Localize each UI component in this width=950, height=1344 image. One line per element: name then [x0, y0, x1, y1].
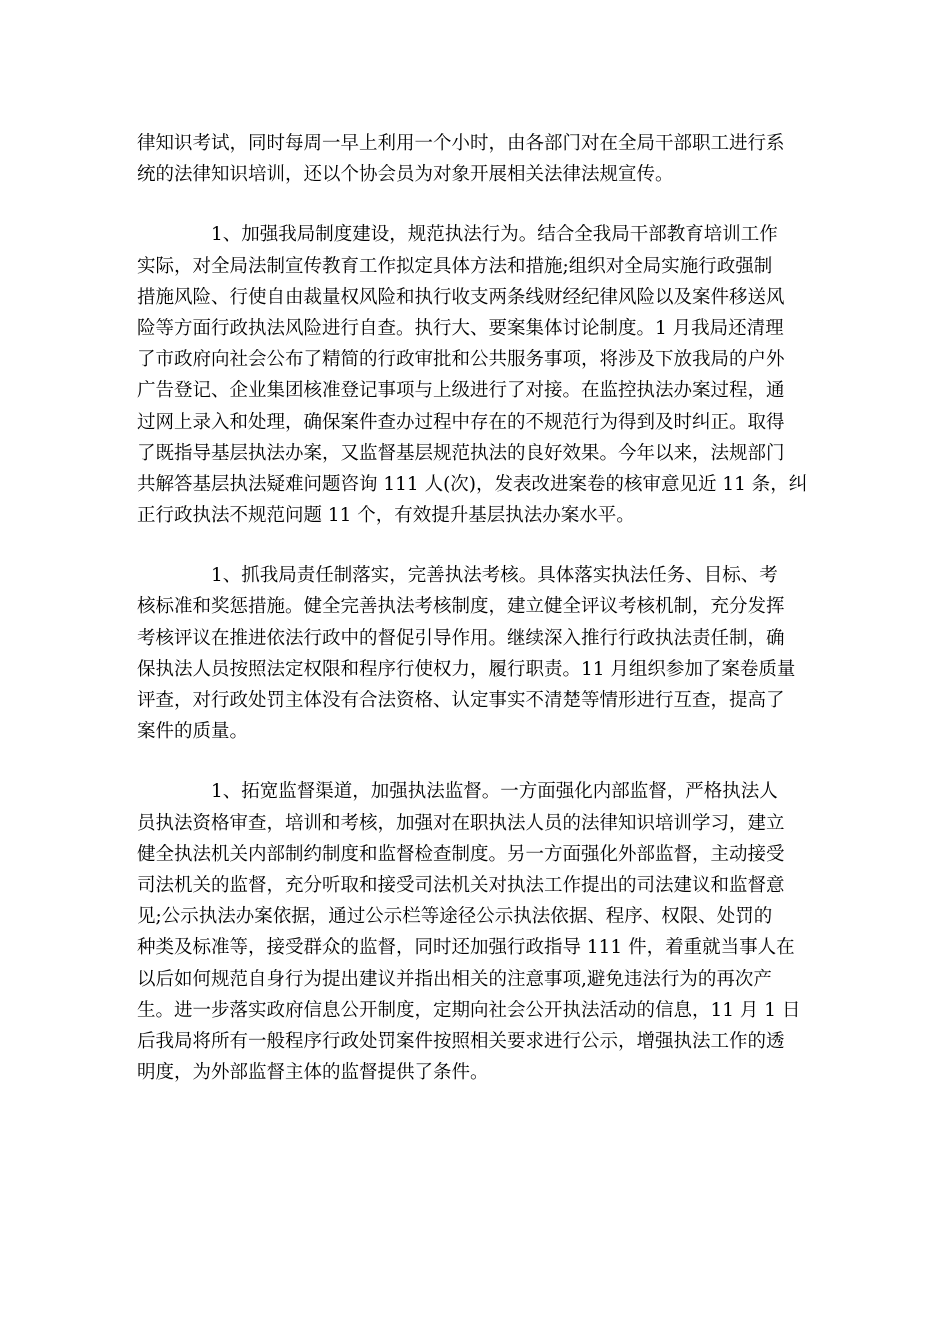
text-line: 措施风险、行使自由裁量权风险和执行收支两条线财经纪律风险以及案件移送风	[137, 286, 785, 308]
paragraph-spacer	[137, 531, 815, 560]
paragraph-4	[137, 776, 815, 1088]
text-line: 险等方面行政执法风险进行自查。执行大、要案集体讨论制度。1 月我局还清理	[137, 317, 784, 339]
text-line: 见;公示执法办案依据，通过公示栏等途径公示执法依据、程序、权限、处罚的	[137, 906, 773, 928]
text-line: 核标准和奖惩措施。健全完善执法考核制度，建立健全评议考核机制，充分发挥	[137, 596, 785, 618]
paragraph-3	[137, 560, 815, 747]
paragraph-2	[137, 219, 815, 531]
text-line: 案件的质量。	[137, 721, 249, 743]
text-line: 了市政府向社会公布了精简的行政审批和公共服务事项，将涉及下放我局的户外	[137, 349, 785, 371]
text-line: 以后如何规范自身行为提出建议并指出相关的注意事项,避免违法行为的再次产	[137, 968, 772, 990]
text-line: 1、加强我局制度建设，规范执法行为。结合全我局干部教育培训工作	[211, 224, 778, 246]
text-line: 广告登记、企业集团核准登记事项与上级进行了对接。在监控执法办案过程，通	[137, 380, 785, 402]
text-line: 保执法人员按照法定权限和程序行使权力，履行职责。11 月组织参加了案卷质量	[137, 658, 796, 680]
text-line: 后我局将所有一般程序行政处罚案件按照相关要求进行公示，增强执法工作的透	[137, 1030, 785, 1052]
text-line: 实际，对全局法制宣传教育工作拟定具体方法和措施;组织对全局实施行政强制	[137, 255, 773, 277]
text-line: 种类及标准等，接受群众的监督，同时还加强行政指导 111 件，着重就当事人在	[137, 937, 795, 959]
text-line: 司法机关的监督，充分听取和接受司法机关对执法工作提出的司法建议和监督意	[137, 874, 785, 896]
text-line: 评查，对行政处罚主体没有合法资格、认定事实不清楚等情形进行互查，提高了	[137, 690, 785, 711]
text-line: 过网上录入和处理，确保案件查办过程中存在的不规范行为得到及时纠正。取得	[137, 411, 785, 433]
text-line: 正行政执法不规范问题 11 个，有效提升基层执法办案水平。	[137, 505, 635, 527]
text-line: 了既指导基层执法办案，又监督基层规范执法的良好效果。今年以来，法规部门	[137, 442, 785, 464]
document-body	[137, 128, 815, 1088]
text-line: 律知识考试，同时每周一早上利用一个小时，由各部门对在全局干部职工进行系	[137, 133, 785, 154]
paragraph-1	[137, 128, 815, 190]
text-line: 统的法律知识培训，还以个协会员为对象开展相关法律法规宣传。	[137, 164, 674, 186]
text-line: 1、拓宽监督渠道，加强执法监督。一方面强化内部监督，严格执法人	[211, 781, 778, 803]
text-line: 健全执法机关内部制约制度和监督检查制度。另一方面强化外部监督，主动接受	[137, 843, 785, 865]
text-line: 考核评议在推进依法行政中的督促引导作用。继续深入推行行政执法责任制，确	[137, 627, 785, 649]
text-line: 生。进一步落实政府信息公开制度，定期向社会公开执法活动的信息，11 月 1 日	[137, 999, 801, 1021]
text-line: 1、抓我局责任制落实，完善执法考核。具体落实执法任务、目标、考	[211, 565, 778, 587]
text-line: 共解答基层执法疑难问题咨询 111 人(次)，发表改进案卷的核审意见近 11 条，纠	[137, 473, 808, 495]
text-line: 员执法资格审查，培训和考核，加强对在职执法人员的法律知识培训学习，建立	[137, 812, 785, 834]
text-line: 明度，为外部监督主体的监督提供了条件。	[137, 1062, 489, 1084]
paragraph-spacer	[137, 747, 815, 776]
paragraph-spacer	[137, 190, 815, 219]
